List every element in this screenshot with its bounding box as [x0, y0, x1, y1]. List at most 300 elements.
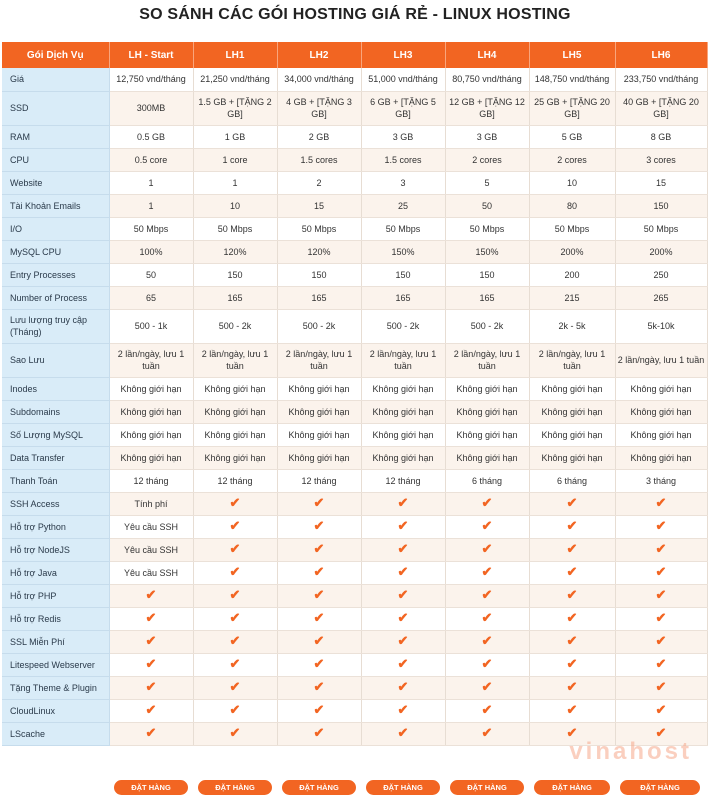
- table-cell: 2 GB: [277, 125, 361, 148]
- checkmark-icon: ✔: [655, 541, 667, 556]
- check-cell: [277, 492, 361, 515]
- checkmark-icon: ✔: [229, 656, 241, 671]
- table-cell: 34,000 vnd/tháng: [277, 68, 361, 91]
- table-cell: 1 core: [193, 148, 277, 171]
- table-cell: 2 lần/ngày, lưu 1 tuần: [193, 343, 277, 377]
- checkmark-icon: ✔: [313, 587, 325, 602]
- plan-header: LH - Start: [109, 42, 193, 68]
- checkmark-icon: ✔: [481, 495, 493, 510]
- table-row: [2, 263, 707, 286]
- checkmark-icon: ✔: [313, 541, 325, 556]
- table-row: [2, 653, 707, 676]
- table-row: [2, 699, 707, 722]
- checkmark-icon: ✔: [566, 541, 578, 556]
- table-cell: Không giới hạn: [361, 400, 445, 423]
- table-cell: 12 tháng: [109, 469, 193, 492]
- row-label: Hỗ trợ NodeJS: [2, 538, 109, 561]
- table-cell: Không giới hạn: [445, 446, 529, 469]
- row-label: SSH Access: [2, 492, 109, 515]
- check-cell: [277, 607, 361, 630]
- table-cell: 50 Mbps: [615, 217, 707, 240]
- table-cell: 265: [615, 286, 707, 309]
- table-cell: Không giới hạn: [277, 377, 361, 400]
- row-label: Hỗ trợ Python: [2, 515, 109, 538]
- check-cell: [193, 538, 277, 561]
- check-cell: [277, 722, 361, 745]
- checkmark-icon: ✔: [145, 725, 157, 740]
- checkmark-icon: ✔: [313, 610, 325, 625]
- checkmark-icon: ✔: [566, 656, 578, 671]
- check-cell: [615, 538, 707, 561]
- checkmark-icon: ✔: [229, 564, 241, 579]
- table-cell: 15: [277, 194, 361, 217]
- table-cell: 120%: [277, 240, 361, 263]
- table-cell: Không giới hạn: [193, 400, 277, 423]
- check-cell: [277, 561, 361, 584]
- checkmark-icon: ✔: [229, 610, 241, 625]
- table-cell: 150: [445, 263, 529, 286]
- table-cell: 150%: [361, 240, 445, 263]
- checkmark-icon: ✔: [229, 495, 241, 510]
- table-cell: 3 GB: [361, 125, 445, 148]
- check-cell: [445, 676, 529, 699]
- row-label: Subdomains: [2, 400, 109, 423]
- check-cell: [193, 630, 277, 653]
- checkmark-icon: ✔: [566, 610, 578, 625]
- check-cell: [615, 676, 707, 699]
- checkmark-icon: ✔: [655, 587, 667, 602]
- table-cell: 1: [193, 171, 277, 194]
- table-row: [2, 423, 707, 446]
- plan-header: LH6: [615, 42, 707, 68]
- table-row: [2, 492, 707, 515]
- table-cell: 10: [193, 194, 277, 217]
- checkmark-icon: ✔: [655, 610, 667, 625]
- row-label: CloudLinux: [2, 699, 109, 722]
- check-cell: [109, 630, 193, 653]
- table-cell: 15: [615, 171, 707, 194]
- table-cell: 12 GB + [TẶNG 12 GB]: [445, 91, 529, 125]
- row-label: Website: [2, 171, 109, 194]
- table-cell: 50 Mbps: [193, 217, 277, 240]
- table-cell: 12,750 vnd/tháng: [109, 68, 193, 91]
- order-button[interactable]: ĐẶT HÀNG: [620, 780, 700, 795]
- check-cell: [193, 699, 277, 722]
- table-cell: 40 GB + [TẶNG 20 GB]: [615, 91, 707, 125]
- checkmark-icon: ✔: [566, 633, 578, 648]
- table-cell: 2 cores: [445, 148, 529, 171]
- table-cell: Không giới hạn: [109, 377, 193, 400]
- table-cell: 6 tháng: [445, 469, 529, 492]
- page-title: SO SÁNH CÁC GÓI HOSTING GIÁ RẺ - LINUX HOSTING: [139, 6, 571, 23]
- check-cell: [109, 699, 193, 722]
- table-cell: Không giới hạn: [361, 423, 445, 446]
- checkmark-icon: ✔: [397, 679, 409, 694]
- table-cell: 150%: [445, 240, 529, 263]
- order-button[interactable]: ĐẶT HÀNG: [198, 780, 272, 795]
- check-cell: [193, 676, 277, 699]
- checkmark-icon: ✔: [397, 633, 409, 648]
- check-cell: [445, 515, 529, 538]
- check-cell: [445, 653, 529, 676]
- table-cell: 50: [445, 194, 529, 217]
- check-cell: [445, 492, 529, 515]
- table-cell: 3 cores: [615, 148, 707, 171]
- table-cell: 3 GB: [445, 125, 529, 148]
- check-cell: [445, 538, 529, 561]
- check-cell: [193, 607, 277, 630]
- checkmark-icon: ✔: [481, 633, 493, 648]
- check-cell: [361, 676, 445, 699]
- checkmark-icon: ✔: [655, 495, 667, 510]
- check-cell: [193, 722, 277, 745]
- row-label: RAM: [2, 125, 109, 148]
- table-cell: 2: [277, 171, 361, 194]
- table-cell: 50 Mbps: [361, 217, 445, 240]
- table-cell: 150: [193, 263, 277, 286]
- table-cell: 2 lần/ngày, lưu 1 tuần: [277, 343, 361, 377]
- table-cell: 12 tháng: [361, 469, 445, 492]
- checkmark-icon: ✔: [481, 679, 493, 694]
- checkmark-icon: ✔: [566, 679, 578, 694]
- checkmark-icon: ✔: [397, 587, 409, 602]
- row-label: LScache: [2, 722, 109, 745]
- table-cell: 3: [361, 171, 445, 194]
- order-button[interactable]: ĐẶT HÀNG: [450, 780, 524, 795]
- table-row: [2, 309, 707, 343]
- row-label: Tài Khoản Emails: [2, 194, 109, 217]
- row-label: Sao Lưu: [2, 343, 109, 377]
- checkmark-icon: ✔: [655, 564, 667, 579]
- table-cell: 100%: [109, 240, 193, 263]
- table-cell: 80,750 vnd/tháng: [445, 68, 529, 91]
- table-cell: 80: [529, 194, 615, 217]
- table-cell: 2 lần/ngày, lưu 1 tuần: [361, 343, 445, 377]
- checkmark-icon: ✔: [566, 518, 578, 533]
- check-cell: [615, 515, 707, 538]
- checkmark-icon: ✔: [397, 656, 409, 671]
- check-cell: [361, 584, 445, 607]
- table-cell: 6 GB + [TẶNG 5 GB]: [361, 91, 445, 125]
- check-cell: [109, 653, 193, 676]
- table-cell: 233,750 vnd/tháng: [615, 68, 707, 91]
- table-cell: 2k - 5k: [529, 309, 615, 343]
- table-cell: 148,750 vnd/tháng: [529, 68, 615, 91]
- check-cell: [361, 492, 445, 515]
- table-cell: 51,000 vnd/tháng: [361, 68, 445, 91]
- checkmark-icon: ✔: [145, 587, 157, 602]
- checkmark-icon: ✔: [566, 587, 578, 602]
- row-label: Entry Processes: [2, 263, 109, 286]
- table-cell: 165: [277, 286, 361, 309]
- vinahost-logo: vinahost: [569, 738, 692, 765]
- check-cell: [529, 607, 615, 630]
- row-label: Inodes: [2, 377, 109, 400]
- table-cell: 12 tháng: [193, 469, 277, 492]
- table-header-row: [2, 42, 707, 68]
- check-cell: [193, 584, 277, 607]
- check-cell: [529, 699, 615, 722]
- order-button[interactable]: ĐẶT HÀNG: [114, 780, 188, 795]
- table-cell: 500 - 2k: [445, 309, 529, 343]
- check-cell: [445, 607, 529, 630]
- table-cell: Không giới hạn: [529, 446, 615, 469]
- row-label: Litespeed Webserver: [2, 653, 109, 676]
- check-cell: [615, 492, 707, 515]
- check-cell: [615, 584, 707, 607]
- plan-header: LH1: [193, 42, 277, 68]
- checkmark-icon: ✔: [145, 610, 157, 625]
- checkmark-icon: ✔: [229, 679, 241, 694]
- check-cell: [109, 676, 193, 699]
- table-cell: Tính phí: [109, 492, 193, 515]
- check-cell: [109, 607, 193, 630]
- table-cell: 5: [445, 171, 529, 194]
- table-cell: 165: [445, 286, 529, 309]
- table-cell: 165: [193, 286, 277, 309]
- table-row: [2, 148, 707, 171]
- table-row: [2, 91, 707, 125]
- checkmark-icon: ✔: [313, 518, 325, 533]
- check-cell: [361, 630, 445, 653]
- order-button[interactable]: ĐẶT HÀNG: [282, 780, 356, 795]
- table-row: [2, 286, 707, 309]
- check-cell: [529, 584, 615, 607]
- checkmark-icon: ✔: [397, 518, 409, 533]
- table-cell: 4 GB + [TẶNG 3 GB]: [277, 91, 361, 125]
- check-cell: [277, 653, 361, 676]
- row-label: MySQL CPU: [2, 240, 109, 263]
- checkmark-icon: ✔: [655, 679, 667, 694]
- table-cell: Không giới hạn: [109, 423, 193, 446]
- table-row: [2, 343, 707, 377]
- checkmark-icon: ✔: [229, 633, 241, 648]
- table-cell: 25: [361, 194, 445, 217]
- checkmark-icon: ✔: [397, 702, 409, 717]
- checkmark-icon: ✔: [229, 725, 241, 740]
- table-cell: 0.5 GB: [109, 125, 193, 148]
- header-label: Gói Dịch Vụ: [2, 42, 109, 68]
- check-cell: [361, 607, 445, 630]
- checkmark-icon: ✔: [566, 564, 578, 579]
- table-row: [2, 400, 707, 423]
- table-row: [2, 171, 707, 194]
- row-label: SSL Miễn Phí: [2, 630, 109, 653]
- check-cell: [361, 699, 445, 722]
- table-cell: 10: [529, 171, 615, 194]
- check-cell: [445, 699, 529, 722]
- table-cell: 500 - 1k: [109, 309, 193, 343]
- comparison-table: [2, 42, 708, 746]
- checkmark-icon: ✔: [145, 633, 157, 648]
- checkmark-icon: ✔: [655, 656, 667, 671]
- checkmark-icon: ✔: [655, 725, 667, 740]
- checkmark-icon: ✔: [481, 541, 493, 556]
- table-cell: 2 cores: [529, 148, 615, 171]
- table-row: [2, 446, 707, 469]
- checkmark-icon: ✔: [313, 702, 325, 717]
- table-cell: Không giới hạn: [529, 377, 615, 400]
- check-cell: [529, 538, 615, 561]
- table-row: [2, 607, 707, 630]
- row-label: Data Transfer: [2, 446, 109, 469]
- checkmark-icon: ✔: [481, 702, 493, 717]
- table-cell: Không giới hạn: [529, 400, 615, 423]
- table-cell: 200: [529, 263, 615, 286]
- row-label: Hỗ trợ PHP: [2, 584, 109, 607]
- check-cell: [361, 722, 445, 745]
- table-cell: 1.5 cores: [277, 148, 361, 171]
- checkmark-icon: ✔: [313, 633, 325, 648]
- table-cell: 1.5 GB + [TẶNG 2 GB]: [193, 91, 277, 125]
- checkmark-icon: ✔: [313, 725, 325, 740]
- table-cell: Không giới hạn: [615, 446, 707, 469]
- check-cell: [529, 653, 615, 676]
- row-label: Hỗ trợ Redis: [2, 607, 109, 630]
- checkmark-icon: ✔: [397, 495, 409, 510]
- check-cell: [277, 515, 361, 538]
- table-cell: Không giới hạn: [361, 446, 445, 469]
- check-cell: [277, 676, 361, 699]
- check-cell: [615, 630, 707, 653]
- check-cell: [277, 630, 361, 653]
- check-cell: [445, 722, 529, 745]
- plan-header: LH3: [361, 42, 445, 68]
- table-cell: Không giới hạn: [277, 423, 361, 446]
- check-cell: [615, 607, 707, 630]
- check-cell: [529, 492, 615, 515]
- checkmark-icon: ✔: [655, 702, 667, 717]
- order-button[interactable]: ĐẶT HÀNG: [534, 780, 610, 795]
- check-cell: [193, 561, 277, 584]
- table-cell: 2 lần/ngày, lưu 1 tuần: [109, 343, 193, 377]
- row-label: Giá: [2, 68, 109, 91]
- table-row: [2, 125, 707, 148]
- checkmark-icon: ✔: [481, 725, 493, 740]
- checkmark-icon: ✔: [229, 702, 241, 717]
- check-cell: [277, 538, 361, 561]
- checkmark-icon: ✔: [397, 725, 409, 740]
- row-label: I/O: [2, 217, 109, 240]
- table-cell: 500 - 2k: [277, 309, 361, 343]
- table-cell: 0.5 core: [109, 148, 193, 171]
- table-cell: Không giới hạn: [615, 423, 707, 446]
- table-cell: 21,250 vnd/tháng: [193, 68, 277, 91]
- check-cell: [277, 584, 361, 607]
- check-cell: [445, 630, 529, 653]
- checkmark-icon: ✔: [481, 518, 493, 533]
- table-cell: Yêu cầu SSH: [109, 561, 193, 584]
- table-row: [2, 194, 707, 217]
- checkmark-icon: ✔: [229, 541, 241, 556]
- check-cell: [615, 561, 707, 584]
- checkmark-icon: ✔: [481, 610, 493, 625]
- check-cell: [109, 722, 193, 745]
- table-cell: 8 GB: [615, 125, 707, 148]
- table-cell: 250: [615, 263, 707, 286]
- table-cell: Không giới hạn: [193, 423, 277, 446]
- table-cell: 5 GB: [529, 125, 615, 148]
- table-row: [2, 561, 707, 584]
- check-cell: [361, 515, 445, 538]
- check-cell: [193, 515, 277, 538]
- table-cell: 50 Mbps: [109, 217, 193, 240]
- table-cell: 500 - 2k: [361, 309, 445, 343]
- checkmark-icon: ✔: [145, 656, 157, 671]
- row-label: Hỗ trợ Java: [2, 561, 109, 584]
- check-cell: [529, 676, 615, 699]
- row-label: Thanh Toán: [2, 469, 109, 492]
- table-cell: 25 GB + [TẶNG 20 GB]: [529, 91, 615, 125]
- row-label: Số Lượng MySQL: [2, 423, 109, 446]
- table-cell: Không giới hạn: [361, 377, 445, 400]
- plan-header: LH2: [277, 42, 361, 68]
- table-cell: 120%: [193, 240, 277, 263]
- checkmark-icon: ✔: [566, 725, 578, 740]
- table-cell: 12 tháng: [277, 469, 361, 492]
- checkmark-icon: ✔: [313, 495, 325, 510]
- checkmark-icon: ✔: [566, 702, 578, 717]
- checkmark-icon: ✔: [481, 564, 493, 579]
- order-button-row: [2, 778, 707, 798]
- table-cell: Không giới hạn: [109, 400, 193, 423]
- checkmark-icon: ✔: [655, 633, 667, 648]
- table-cell: 150: [277, 263, 361, 286]
- table-cell: Không giới hạn: [277, 446, 361, 469]
- check-cell: [109, 584, 193, 607]
- table-cell: 1: [109, 171, 193, 194]
- checkmark-icon: ✔: [229, 587, 241, 602]
- row-label: Lưu lượng truy cập (Tháng): [2, 309, 109, 343]
- table-cell: 1.5 cores: [361, 148, 445, 171]
- checkmark-icon: ✔: [313, 656, 325, 671]
- checkmark-icon: ✔: [397, 564, 409, 579]
- table-cell: Không giới hạn: [445, 377, 529, 400]
- check-cell: [529, 515, 615, 538]
- table-row: [2, 676, 707, 699]
- check-cell: [445, 561, 529, 584]
- plan-header: LH5: [529, 42, 615, 68]
- table-cell: 1: [109, 194, 193, 217]
- check-cell: [361, 653, 445, 676]
- table-row: [2, 68, 707, 91]
- order-button[interactable]: ĐẶT HÀNG: [366, 780, 440, 795]
- table-cell: Không giới hạn: [193, 446, 277, 469]
- row-label: SSD: [2, 91, 109, 125]
- table-row: [2, 538, 707, 561]
- table-cell: 2 lần/ngày, lưu 1 tuần: [445, 343, 529, 377]
- table-cell: Yêu cầu SSH: [109, 515, 193, 538]
- check-cell: [529, 561, 615, 584]
- checkmark-icon: ✔: [313, 564, 325, 579]
- table-cell: 50 Mbps: [445, 217, 529, 240]
- checkmark-icon: ✔: [145, 702, 157, 717]
- check-cell: [361, 561, 445, 584]
- table-cell: 2 lần/ngày, lưu 1 tuần: [529, 343, 615, 377]
- table-cell: Không giới hạn: [109, 446, 193, 469]
- checkmark-icon: ✔: [655, 518, 667, 533]
- table-row: [2, 217, 707, 240]
- check-cell: [361, 538, 445, 561]
- table-cell: 200%: [529, 240, 615, 263]
- check-cell: [615, 653, 707, 676]
- table-cell: 5k-10k: [615, 309, 707, 343]
- table-cell: 150: [361, 263, 445, 286]
- check-cell: [615, 699, 707, 722]
- checkmark-icon: ✔: [397, 541, 409, 556]
- check-cell: [445, 584, 529, 607]
- table-row: [2, 584, 707, 607]
